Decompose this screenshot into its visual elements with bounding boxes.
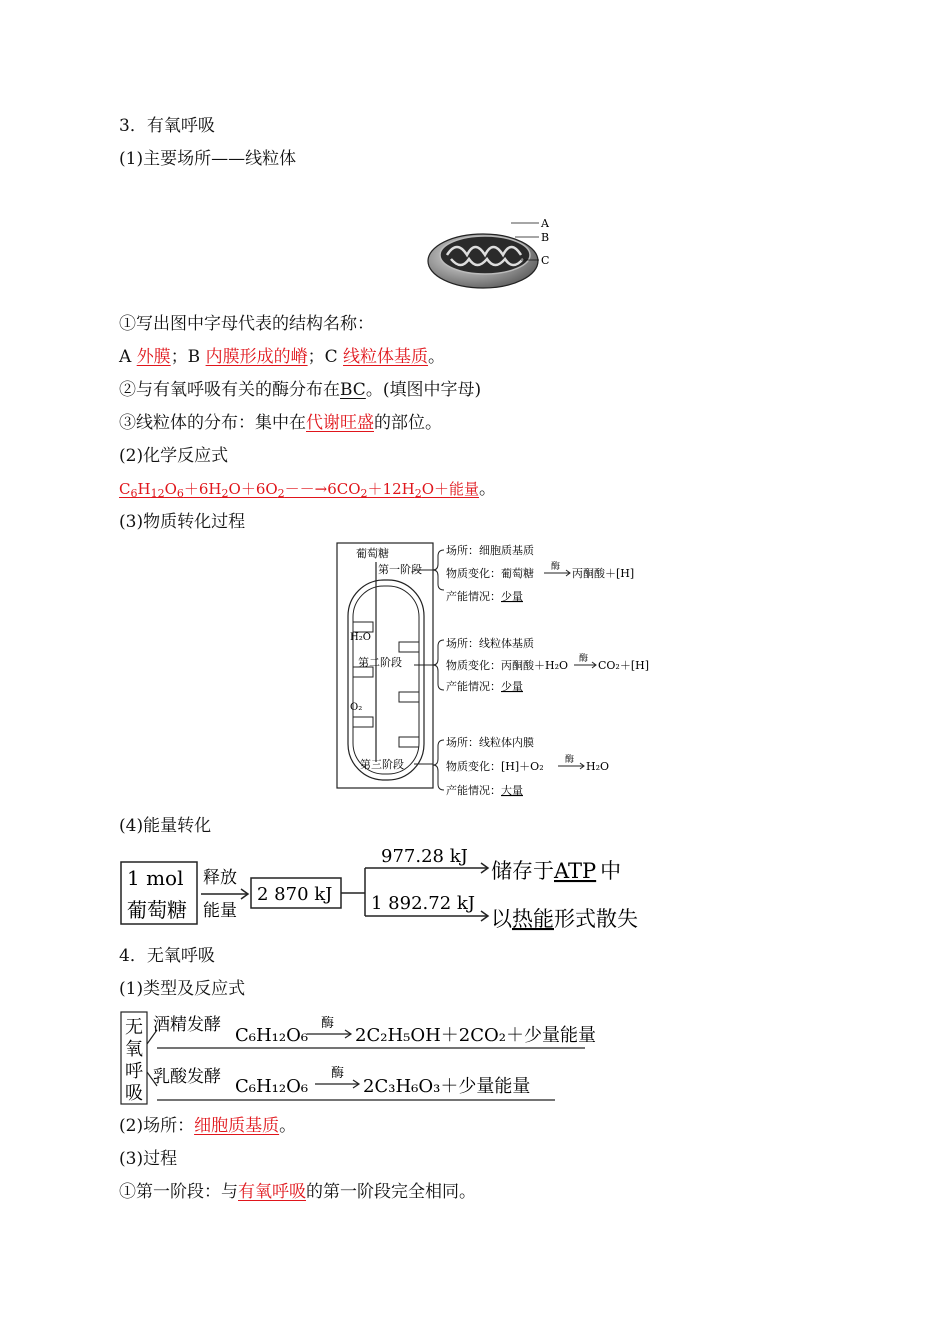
svg-text:1 mol: 1 mol [127,866,184,890]
mitochondrion-image [425,213,560,298]
anaerobic-process-heading: (3)过程 [119,1149,178,1169]
answer-structure-names: A 外膜；B 内膜形成的嵴；C 线粒体基质。 [119,347,446,367]
section4-heading: 4．无氧呼吸 [119,946,215,966]
question-1: ①写出图中字母代表的结构名称： [119,314,374,334]
svg-text:产能情况：少量: 产能情况：少量 [446,680,523,693]
energy-diagram [119,840,649,932]
svg-text:呼: 呼 [125,1061,143,1082]
answer-enzyme-location: BC [340,380,366,400]
svg-text:2C₃H₆O₃＋少量能量: 2C₃H₆O₃＋少量能量 [363,1076,531,1097]
svg-text:氧: 氧 [125,1039,143,1060]
svg-text:C₆H₁₂O₆: C₆H₁₂O₆ [235,1025,309,1046]
label-a: A [541,217,549,230]
answer-c: 线粒体基质 [343,347,429,367]
svg-text:2 870 kJ: 2 870 kJ [257,884,333,905]
svg-text:CO₂＋[H]: CO₂＋[H] [598,659,650,672]
svg-text:2C₂H₅OH＋2CO₂＋少量能量: 2C₂H₅OH＋2CO₂＋少量能量 [355,1025,597,1046]
stage3-label: 第三阶段 [360,758,404,771]
svg-text:H₂O: H₂O [586,760,610,773]
svg-text:释放: 释放 [203,868,237,888]
svg-text:葡萄糖: 葡萄糖 [127,898,187,922]
aerobic-equation: $C_6H_{12}O_6+6H_2O+6O_2--\to 6CO_2+12H_2O+$能量。 [119,479,497,500]
h2o-input: H₂O [350,632,371,643]
svg-text:酶: 酶 [321,1016,335,1031]
svg-text:能量: 能量 [203,901,237,921]
label-b: B [541,231,550,244]
anaerobic-types-heading: (1)类型及反应式 [119,979,246,999]
svg-text:977.28 kJ: 977.28 kJ [381,846,468,867]
answer-site: 细胞质基质 [194,1116,280,1136]
svg-text:物质变化：丙酮酸＋H₂O: 物质变化：丙酮酸＋H₂O [446,659,569,672]
svg-text:丙酮酸＋[H]: 丙酮酸＋[H] [572,567,635,580]
label-c: C [541,254,550,267]
svg-text:1 892.72 kJ: 1 892.72 kJ [371,893,476,914]
svg-text:酶: 酶 [331,1066,345,1081]
svg-text:产能情况：大量: 产能情况：大量 [446,784,523,797]
svg-text:酶: 酶 [565,755,575,765]
process-diagram [336,542,652,800]
stage2-label: 第二阶段 [358,656,402,669]
chem-equation-heading: (2)化学反应式 [119,446,229,466]
answer-distribution: 代谢旺盛 [306,413,374,433]
question-3: ③线粒体的分布：集中在代谢旺盛的部位。 [119,413,442,433]
energy-heading: (4)能量转化 [119,816,212,836]
section3-heading: 3．有氧呼吸 [119,116,215,136]
svg-text:物质变化：葡萄糖: 物质变化：葡萄糖 [446,567,534,580]
svg-text:场所：细胞质基质: 场所：细胞质基质 [446,544,534,557]
svg-text:酶: 酶 [579,654,589,664]
svg-text:酶: 酶 [551,562,561,572]
svg-text:C₆H₁₂O₆: C₆H₁₂O₆ [235,1076,309,1097]
svg-text:储存于ATP中: 储存于ATP 中 [491,859,622,883]
svg-text:场所：线粒体内膜: 场所：线粒体内膜 [446,736,534,749]
answer-a: 外膜 [136,347,171,367]
question-2: ②与有氧呼吸有关的酶分布在BC。(填图中字母) [119,380,482,400]
svg-text:吸: 吸 [125,1083,143,1104]
anaerobic-site: (2)场所：细胞质基质。 [119,1116,297,1136]
svg-text:产能情况：少量: 产能情况：少量 [446,590,523,603]
anaerobic-diagram [119,1008,599,1108]
svg-text:乳酸发酵: 乳酸发酵 [153,1067,221,1087]
svg-text:场所：线粒体基质: 场所：线粒体基质 [446,637,534,650]
process-heading: (3)物质转化过程 [119,512,246,532]
svg-text:以热能形式散失: 以热能形式散失 [491,907,638,931]
o2-input: O₂ [350,702,363,713]
answer-stage1: 有氧呼吸 [238,1182,306,1202]
svg-text:物质变化：[H]＋O₂: 物质变化：[H]＋O₂ [446,760,544,773]
glucose-label: 葡萄糖 [356,547,389,560]
svg-text:无: 无 [125,1017,143,1038]
main-site-line: (1)主要场所——线粒体 [119,149,297,169]
answer-b: 内膜形成的嵴 [205,347,308,367]
anaerobic-stage1: ①第一阶段：与有氧呼吸的第一阶段完全相同。 [119,1182,476,1202]
stage1-label: 第一阶段 [378,563,422,576]
svg-text:酒精发酵: 酒精发酵 [153,1015,221,1035]
